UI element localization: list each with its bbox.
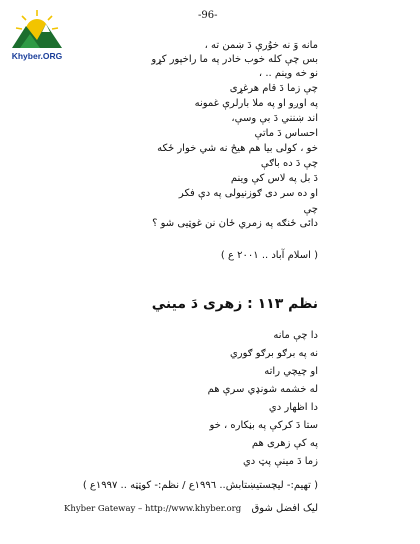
poem-line: نه په برګو برګو ګوري (229, 348, 318, 359)
poem-line: بس چې کله خوب خادر په ما راخپور کړو (151, 54, 318, 65)
poem-line: دا چې مانه (273, 330, 318, 341)
poem-line: په کې زهری هم (251, 438, 318, 449)
page-number: -96- (198, 10, 218, 21)
poem-line: احساس دَ ماتې (254, 128, 318, 139)
poem-2-heading: نظم ١١٣ : زهری دَ میني (151, 296, 318, 312)
poem-line: چې دَ ده باګې (260, 158, 318, 169)
poem-line: ستا دَ کرکې په بڼکاره ، خو (209, 420, 318, 431)
poem-line: دا اظهار دي (268, 402, 318, 413)
poem-line: مانه وَ نه خوُرې دَ ښمن ته ، (204, 40, 318, 51)
poem-line: اند ښنني دَ بې وسې، (231, 113, 318, 124)
poem-line: دائی ځنګه په زمري ځان نن غوټیی شو ؟ (152, 218, 318, 229)
poem-line: په اوږو او په ملا بارلرې غمونه (194, 98, 318, 109)
logo-text: Khyber.ORG (11, 51, 63, 61)
poem-line: زما دَ مینې پټ دي (242, 456, 318, 467)
poem-2-dateline: ( تهیم:- لیچستیښتابش.. ١٩٩٦ع / نظم:- کوټټه .. ١٩٩٧ع ) (82, 480, 318, 491)
poem-line: او ده سر دی ګوزنیولی په دې فکر (178, 188, 318, 199)
khyber-logo-icon (6, 8, 68, 64)
poem-line: نو خه وینم .. ، (258, 68, 318, 79)
poem-line: او چیچي راته (264, 366, 318, 377)
footer-source: Khyber Gateway – http://www.khyber.org (64, 504, 242, 514)
poem-line: چې (303, 204, 318, 215)
poem-line: خو ، کولی بیا هم هیڅ نه شي خوار ځکه (157, 143, 318, 154)
poem-1-dateline: ( اسلام آباد .. ٢٠٠١ ع ) (220, 250, 318, 261)
poem-line: چې زما دَ قام هرغړی (229, 83, 318, 94)
poem-line: له خشمه شونډي سرې هم (207, 384, 318, 395)
poem-line: دَ بل په لاس کې وینم (230, 173, 318, 184)
footer-author: لیک افضل شوق (251, 503, 318, 514)
